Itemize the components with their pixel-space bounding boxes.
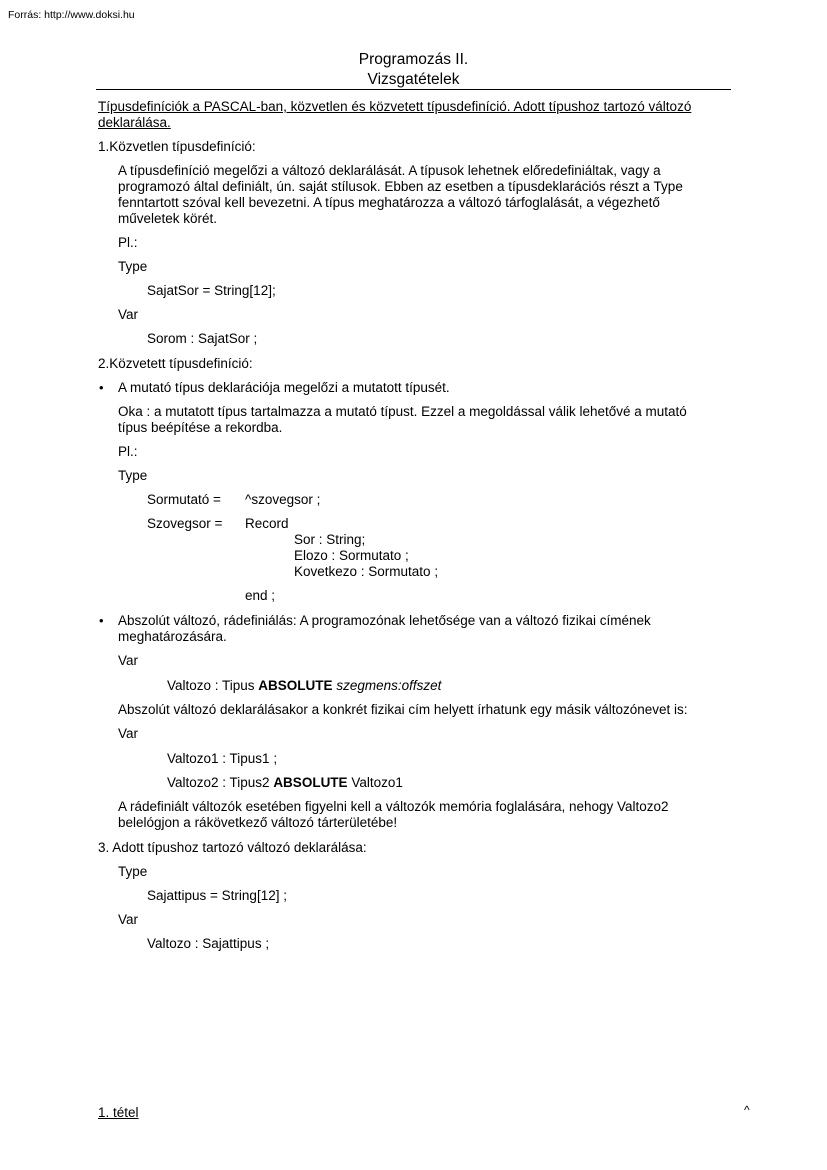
footer-label: 1. tétel: [98, 1105, 139, 1120]
para-line: belelógjon a rákövetkező változó tárterületébe!: [118, 815, 398, 830]
para-line: Abszolút változó, rádefiniálás: A programozónak lehetősége van a változó fizikai címének: [118, 613, 651, 628]
para-line: meghatározására.: [118, 629, 227, 644]
type-keyword: Type: [118, 259, 148, 274]
header-rule: [96, 89, 731, 90]
warning-paragraph: [118, 799, 718, 831]
var-keyword: Var: [118, 726, 139, 741]
section-1-heading: 1.Közvetlen típusdefiníció:: [98, 139, 256, 154]
page-subtitle: Vizsgatételek: [367, 71, 460, 88]
code-line: Valtozo : Sajattipus ;: [147, 936, 270, 951]
address-text: szegmens:offszet: [336, 678, 442, 693]
section-3-heading: 3. Adott típushoz tartozó változó deklarálása:: [98, 840, 367, 855]
var-keyword: Var: [118, 307, 139, 322]
code-line: Sajattipus = String[12] ;: [147, 888, 287, 903]
code-line: Record: [245, 516, 289, 531]
section-2-heading: 2.Közvetett típusdefiníció:: [98, 356, 253, 371]
absolute-keyword: ABSOLUTE: [258, 678, 333, 693]
code-line: Sorom : SajatSor ;: [147, 331, 258, 346]
code-text: Valtozo : Tipus: [167, 678, 259, 693]
absolute-note: Abszolút változó deklarálásakor a konkrét fizikai cím helyett írhatunk egy másik változónevet is:: [118, 702, 688, 717]
record-field: Elozo : Sormutato ;: [294, 548, 409, 563]
code-line: Sormutató =: [147, 492, 221, 507]
reason-paragraph: [118, 404, 718, 436]
code-text: Valtozo2 : Tipus2: [167, 775, 274, 790]
section-1-paragraph: [118, 163, 718, 227]
absolute-declaration: [167, 678, 441, 693]
type-keyword: Type: [118, 864, 148, 879]
caret-mark: ^: [744, 1103, 750, 1117]
para-line: fenntartott szóval kell bevezetni. A típus meghatározza a változó tárfoglalását, a végezhető: [118, 195, 660, 210]
bullet-icon: •: [99, 380, 104, 395]
absolute-keyword: ABSOLUTE: [273, 775, 348, 790]
bullet-text: A mutató típus deklarációja megelőzi a mutatott típusét.: [118, 380, 450, 395]
bullet-icon: •: [99, 613, 104, 628]
code-line: ^szovegsor ;: [245, 492, 321, 507]
para-line: típus beépítése a rekordba.: [118, 420, 283, 435]
code-line: SajatSor = String[12];: [147, 283, 276, 298]
topic-line-1: Típusdefiníciók a PASCAL-ban, közvetlen és közvetett típusdefiníció. Adott típushoz tartozó változó: [98, 99, 692, 114]
code-line: end ;: [245, 588, 276, 603]
record-field: Kovetkezo : Sormutato ;: [294, 564, 439, 579]
code-line: Szovegsor =: [147, 516, 223, 531]
page-title: Programozás II.: [358, 51, 469, 68]
para-line: A típusdefiníció megelőzi a változó deklarálását. A típusok lehetnek előredefiniáltak, vagy a: [118, 163, 661, 178]
var-keyword: Var: [118, 912, 139, 927]
var-keyword: Var: [118, 653, 139, 668]
code-text: Valtozo1: [347, 775, 403, 790]
code-line: Valtozo1 : Tipus1 ;: [167, 751, 278, 766]
example-label: Pl.:: [118, 235, 138, 250]
example-label: Pl.:: [118, 444, 138, 459]
para-line: műveletek körét.: [118, 211, 218, 226]
topic-line-2: deklarálása.: [98, 115, 171, 130]
bullet-text: [118, 613, 718, 645]
para-line: programozó által definiált, ún. saját stílusok. Ebben az esetben a típusdeklarációs részt a Type: [118, 179, 683, 194]
source-label: Forrás: http://www.doksi.hu: [8, 9, 135, 21]
record-field: Sor : String;: [294, 532, 366, 547]
para-line: A rádefiniált változók esetében figyelni kell a változók memória foglalására, nehogy Valtozo2: [118, 799, 669, 814]
para-line: Oka : a mutatott típus tartalmazza a mutató típust. Ezzel a megoldással válik lehetővé a mutató: [118, 404, 687, 419]
absolute-declaration: [167, 775, 403, 790]
type-keyword: Type: [118, 468, 148, 483]
